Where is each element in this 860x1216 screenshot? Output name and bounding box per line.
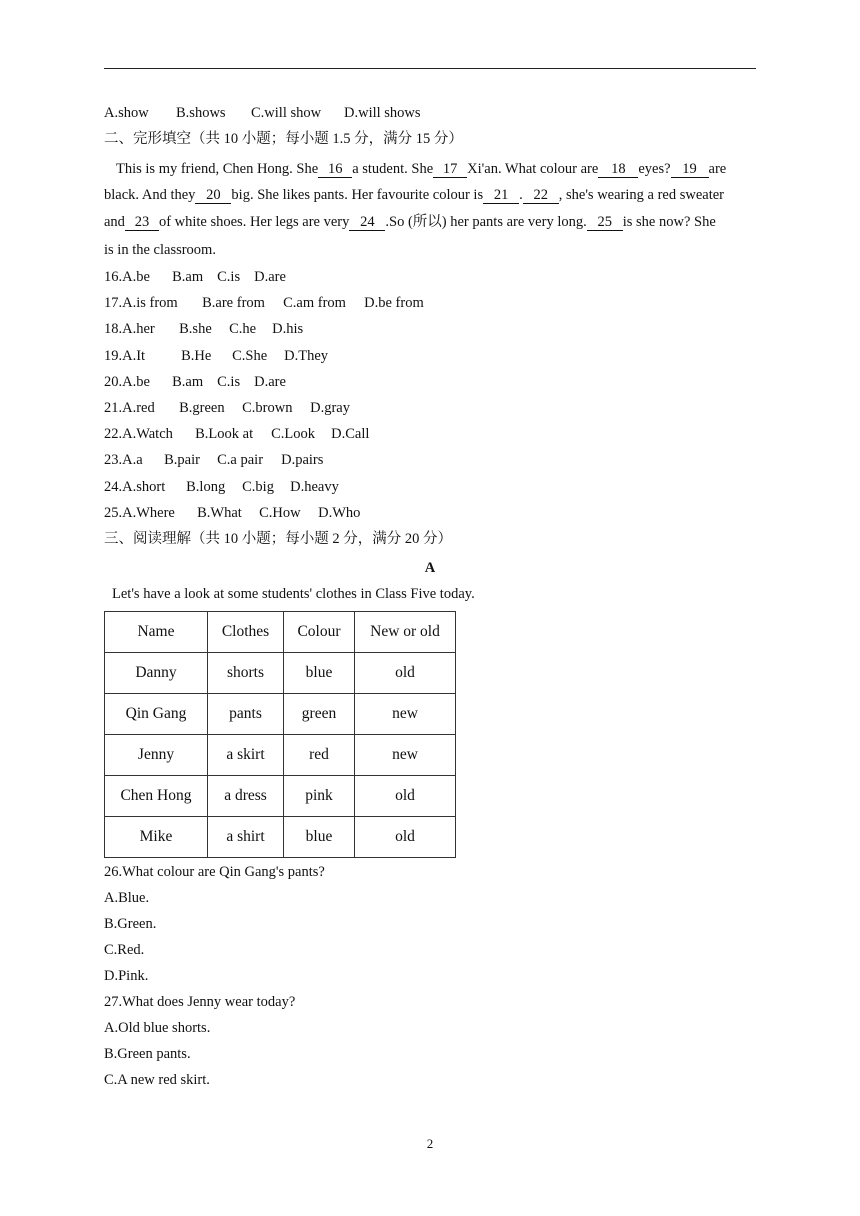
table-row: [105, 776, 456, 817]
passage-text: eyes?: [638, 161, 671, 177]
table-row: [105, 653, 456, 694]
question-number: 17.: [104, 295, 123, 312]
table-row: [105, 694, 456, 735]
passage-text: .So (所以) her pants are very long.: [385, 214, 587, 230]
table-cell: pink: [284, 776, 355, 817]
answer-option: B.Look at: [195, 426, 254, 443]
table-cell: a skirt: [208, 735, 284, 776]
table-header-cell: Name: [105, 612, 208, 653]
q26-option-a: A.Blue.: [104, 890, 150, 906]
q27-option-b: B.Green pants.: [104, 1046, 191, 1062]
answer-option: A.be: [122, 269, 150, 285]
answer-option: D.pairs: [281, 452, 324, 469]
answer-option: C.How: [259, 504, 301, 521]
table-cell: green: [284, 694, 355, 735]
passage-text: are: [708, 161, 727, 177]
passage-text: and: [104, 214, 125, 230]
cloze-question: [104, 451, 323, 469]
answer-option: A.Where: [122, 504, 175, 521]
question-number: 22.: [104, 426, 123, 443]
table-cell: old: [355, 817, 456, 858]
passage-text: .: [519, 187, 523, 203]
answer-option: D.his: [272, 321, 304, 338]
q26-stem: 26.What colour are Qin Gang's pants?: [104, 864, 325, 880]
answer-option: B.are from: [202, 295, 265, 312]
answer-option: B.am: [172, 269, 204, 285]
table-header-row: [105, 612, 456, 653]
table-cell: pants: [208, 694, 284, 735]
passage-text: big. She likes pants. Her favourite colour is: [231, 187, 484, 203]
question-number: 25.: [104, 504, 123, 521]
table-cell: red: [284, 735, 355, 776]
answer-option: B.What: [197, 504, 242, 521]
answer-option: B.He: [181, 347, 212, 364]
question-number: 18.: [104, 321, 123, 338]
answer-option: D.heavy: [290, 478, 339, 495]
passage-line-4: is in the classroom.: [104, 242, 216, 258]
q15-option-a: A.show: [104, 105, 149, 121]
answer-option: A.It: [122, 347, 146, 364]
blank-16: 16: [318, 162, 352, 178]
table-cell: Qin Gang: [105, 694, 208, 735]
blank-18: 18: [598, 162, 638, 178]
cloze-question: [104, 504, 360, 522]
question-number: 16.: [104, 269, 123, 285]
answer-option: C.Look: [271, 426, 316, 443]
q26-option-c: C.Red.: [104, 942, 145, 958]
answer-option: C.he: [229, 321, 257, 338]
answer-option: A.is from: [122, 295, 178, 312]
q26-option-b: B.Green.: [104, 916, 157, 932]
passage-text: is she now? She: [622, 214, 716, 230]
clothes-table: [104, 611, 456, 858]
q27-option-a: A.Old blue shorts.: [104, 1020, 211, 1036]
cloze-question: [104, 399, 350, 417]
answer-option: D.gray: [310, 400, 350, 416]
table-cell: a shirt: [208, 817, 284, 858]
passage-text: black. And they: [104, 187, 196, 203]
question-number: 24.: [104, 478, 123, 495]
table-cell: Danny: [105, 653, 208, 694]
table-cell: Mike: [105, 817, 208, 858]
answer-option: D.They: [284, 347, 329, 364]
table-header-cell: New or old: [355, 612, 456, 653]
passage-a-label: A: [424, 560, 436, 576]
answer-option: D.are: [254, 373, 286, 390]
answer-option: A.Watch: [122, 426, 173, 443]
passage-text: of white shoes. Her legs are very: [158, 214, 350, 230]
passage-text: Xi'an. What colour are: [467, 161, 599, 177]
header-rule: [104, 68, 756, 69]
q26-option-d: D.Pink.: [104, 968, 149, 984]
blank-21: 21: [483, 188, 519, 204]
table-cell: old: [355, 776, 456, 817]
answer-option: A.be: [122, 373, 150, 390]
passage-a-intro: Let's have a look at some students' clothes in Class Five today.: [112, 586, 475, 602]
passage-line-2: [104, 186, 724, 204]
answer-option: A.her: [122, 321, 155, 338]
blank-20: 20: [195, 188, 231, 204]
passage-line-1: [116, 160, 726, 178]
answer-option: B.green: [179, 400, 225, 416]
q15-option-c: C.will show: [251, 105, 322, 121]
table-cell: old: [355, 653, 456, 694]
answer-option: A.short: [122, 478, 166, 495]
section2-title: 二、完形填空（共 10 小题；每小题 1.5 分，满分 15 分）: [104, 131, 463, 147]
q15-options: [104, 104, 421, 122]
table-cell: Chen Hong: [105, 776, 208, 817]
table-cell: Jenny: [105, 735, 208, 776]
blank-25: 25: [587, 215, 623, 231]
table-cell: new: [355, 735, 456, 776]
blank-22: 22: [523, 188, 559, 204]
passage-text: This is my friend, Chen Hong. She: [116, 161, 319, 177]
table-cell: blue: [284, 653, 355, 694]
cloze-question: [104, 347, 328, 365]
answer-option: C.She: [232, 347, 268, 364]
answer-option: C.a pair: [217, 452, 264, 469]
blank-19: 19: [671, 162, 709, 178]
blank-17: 17: [433, 162, 467, 178]
q15-option-d: D.will shows: [344, 105, 421, 121]
blank-24: 24: [349, 215, 385, 231]
passage-line-3: [104, 213, 716, 231]
table-cell: new: [355, 694, 456, 735]
q15-option-b: B.shows: [176, 105, 226, 121]
passage-text: a student. She: [352, 161, 434, 177]
table-cell: a dress: [208, 776, 284, 817]
question-number: 19.: [104, 347, 123, 364]
answer-option: C.brown: [242, 400, 293, 416]
cloze-question: [104, 425, 369, 443]
cloze-question: [104, 478, 339, 496]
answer-option: B.pair: [164, 452, 200, 469]
table-row: [105, 735, 456, 776]
cloze-question: [104, 320, 303, 338]
answer-option: C.big: [242, 478, 274, 495]
answer-option: D.be from: [364, 295, 424, 312]
answer-option: A.a: [122, 452, 143, 469]
question-number: 20.: [104, 373, 123, 390]
page-number: 2: [426, 1136, 434, 1151]
table-header-cell: Clothes: [208, 612, 284, 653]
answer-option: A.red: [122, 400, 155, 416]
q27-stem: 27.What does Jenny wear today?: [104, 994, 296, 1010]
answer-option: B.long: [186, 478, 226, 495]
blank-23: 23: [125, 215, 159, 231]
table-cell: blue: [284, 817, 355, 858]
answer-option: C.am from: [283, 295, 346, 312]
answer-option: C.is: [217, 373, 241, 390]
answer-option: B.am: [172, 373, 204, 390]
answer-option: D.Who: [318, 504, 361, 521]
q27-option-c: C.A new red skirt.: [104, 1072, 210, 1088]
passage-text: , she's wearing a red sweater: [558, 187, 724, 203]
cloze-question: [104, 268, 286, 286]
answer-option: D.are: [254, 269, 286, 285]
table-header-cell: Colour: [284, 612, 355, 653]
cloze-question: [104, 294, 424, 312]
section3-title: 三、阅读理解（共 10 小题；每小题 2 分，满分 20 分）: [104, 531, 452, 547]
answer-option: C.is: [217, 269, 241, 285]
table-row: [105, 817, 456, 858]
table-cell: shorts: [208, 653, 284, 694]
question-number: 23.: [104, 452, 123, 469]
question-number: 21.: [104, 400, 123, 416]
answer-option: B.she: [179, 321, 212, 338]
answer-option: D.Call: [331, 426, 370, 443]
cloze-question: [104, 373, 286, 391]
